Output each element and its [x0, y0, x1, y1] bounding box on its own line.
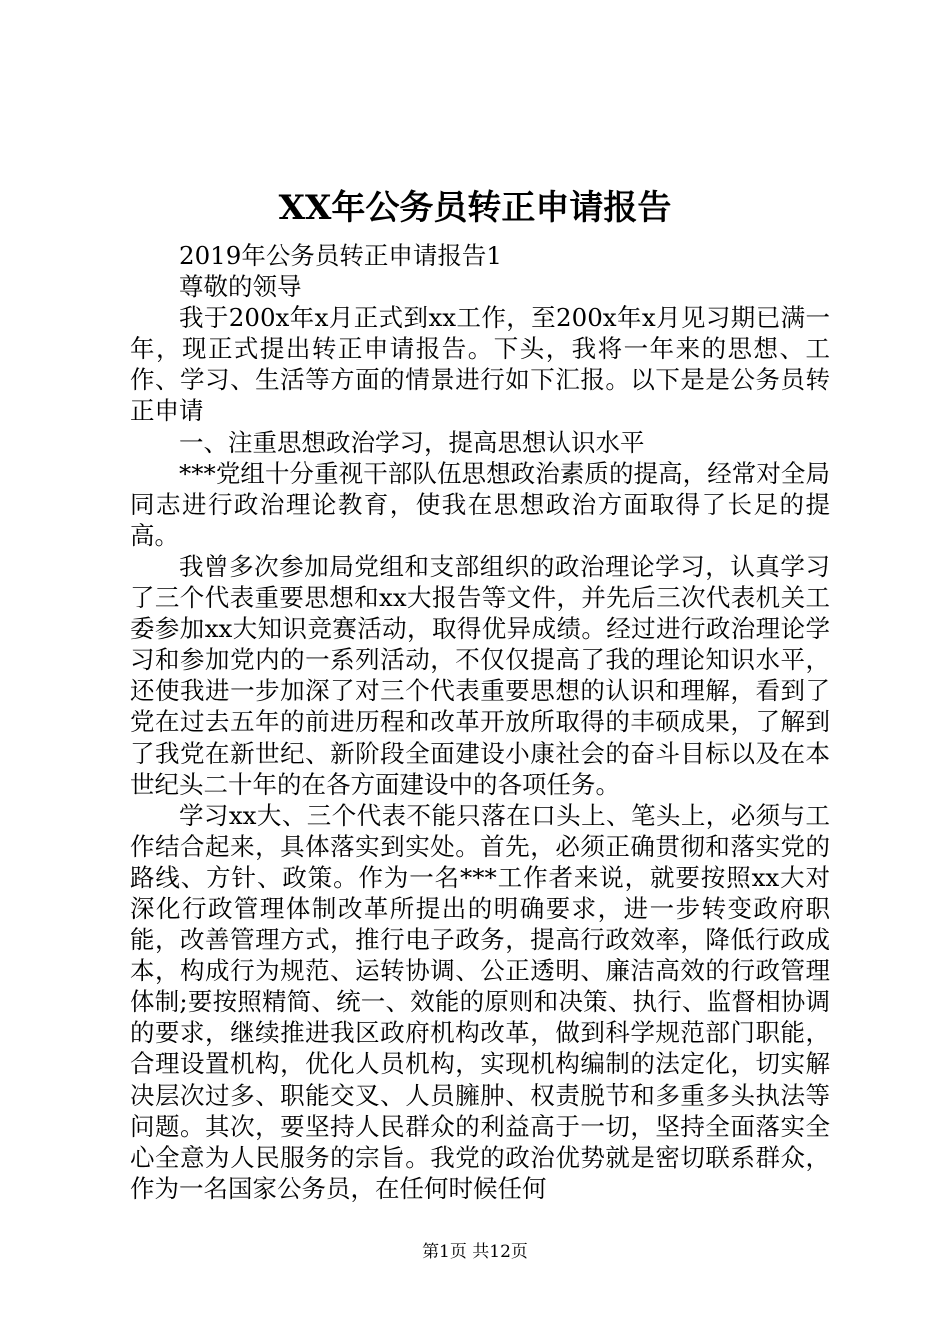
document-title: XX年公务员转正申请报告 — [278, 188, 672, 228]
subtitle-paragraph: 2019年公务员转正申请报告1 — [179, 241, 502, 270]
body-paragraph: ***党组十分重视干部队伍思想政治素质的提高，经常对全局同志进行政治理论教育，使我在思想政治方面取得了长足的提高。 — [130, 458, 830, 550]
body-paragraph: 学习xx大、三个代表不能只落在口头上、笔头上，必须与工作结合起来，具体落实到实处。首先，必须正确贯彻和落实党的路线、方针、政策。作为一名***工作者来说，就要按照xx大对深化行政管理体制改革所提出的明确要求，进一步转变政府职能，改善管理方式，推行电子政务，提高行政效率，降低行政成本，构成行为规范、运转协调、公正透明、廉洁高效的行政管理体制;要按照精简、统一、效能的原则和决策、执行、监督相协调的要求，继续推进我区政府机构改革，做到科学规范部门职能，合理设置机构，优化人员机构，实现机构编制的法定化，切实解决层次过多、职能交叉、人员臃肿、权责脱节和多重多头执法等问题。其次，要坚持人民群众的利益高于一切，坚持全面落实全心全意为人民服务的宗旨。我党的政治优势就是密切联系群众，作为一名国家公务员，在任何时候任何 — [130, 800, 830, 1203]
page-footer: 第1页 共12页 — [422, 1242, 528, 1262]
salutation-paragraph: 尊敬的领导 — [179, 272, 302, 302]
section-heading: 一、注重思想政治学习，提高思想认识水平 — [179, 427, 645, 457]
body-paragraph: 我于200x年x月正式到xx工作，至200x年x月见习期已满一年，现正式提出转正申请报告。下头，我将一年来的思想、工作、学习、生活等方面的情景进行如下汇报。以下是是公务员转正申请 — [130, 303, 830, 426]
document-body — [130, 240, 830, 1204]
body-paragraph: 我曾多次参加局党组和支部组织的政治理论学习，认真学习了三个代表重要思想和xx大报告等文件，并先后三次代表机关工委参加xx大知识竞赛活动，取得优异成绩。经过进行政治理论学习和参加党内的一系列活动，不仅仅提高了我的理论知识水平，还使我进一步加深了对三个代表重要思想的认识和理解，看到了党在过去五年的前进历程和改革开放所取得的丰硕成果，了解到了我党在新世纪、新阶段全面建设小康社会的奋斗目标以及在本世纪头二十年的在各方面建设中的各项任务。 — [130, 551, 830, 799]
